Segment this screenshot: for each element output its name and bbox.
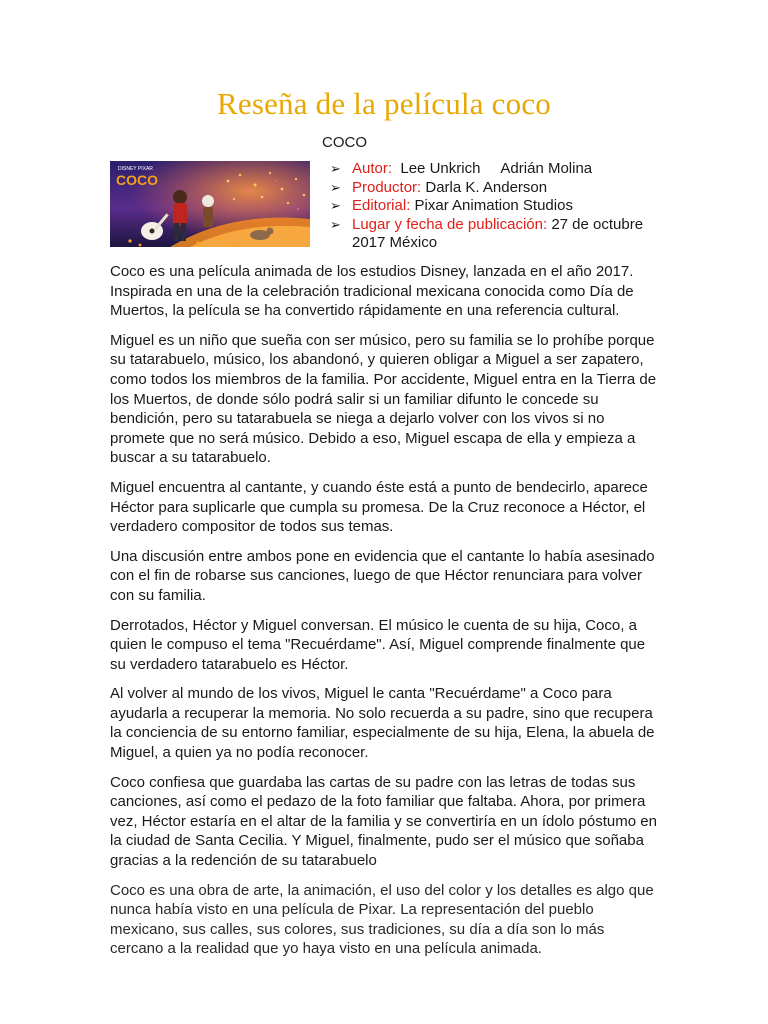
- poster-logo-text: COCO: [116, 172, 158, 188]
- info-item-place-date: [330, 216, 670, 253]
- arrow-bullet-icon: ➢: [330, 161, 341, 176]
- info-label: Lugar y fecha de publicación:: [352, 215, 548, 233]
- info-label: Productor:: [352, 178, 422, 196]
- info-item-publisher: [330, 197, 670, 216]
- info-item-author: [330, 160, 670, 179]
- paragraph: Al volver al mundo de los vivos, Miguel le canta "Recuérdame" a Coco para ayudarla a recuperar la memoria. No solo recuerda a su padre, sino que recupera la conciencia de su entorno familiar, especialmente de su hija, Elena, la abuela de Miguel, a quien ya no podía reconocer.: [110, 685, 655, 762]
- paragraph: Coco confiesa que guardaba las cartas de su padre con las letras de todas sus canciones, así como el pedazo de la foto familiar que faltaba. Ahora, por primera vez, Héctor estaría en el altar de la familia y se convertiría en un ídolo póstumo en la ciudad de Santa Cecilia. Y Miguel, finalmente, pudo ser el músico que soñaba gracias a la redención de su tatarabuelo: [110, 773, 657, 870]
- movie-poster-image: [110, 161, 310, 247]
- info-label: Editorial:: [352, 197, 411, 214]
- info-value: Lee Unkrich Adrián Molina: [400, 160, 593, 177]
- info-value: 27 de octubre 2017 México: [352, 215, 644, 251]
- arrow-bullet-icon: ➢: [330, 179, 341, 195]
- poster-studio-text: DISNEY PIXAR: [118, 166, 153, 172]
- info-label: Autor:: [352, 160, 393, 177]
- info-item-producer: [330, 179, 670, 198]
- paragraph: Una discusión entre ambos pone en evidencia que el cantante lo había asesinado con el fin de robarse sus canciones, luego de que Héctor renunciara para volver con su familia.: [110, 547, 655, 604]
- paragraph: Coco es una obra de arte, la animación, el uso del color y los detalles es algo que nunca había visto en una película de Pixar. La representación del pueblo mexicano, sus calles, sus colores, sus tradiciones, su día a día son lo más cercano a la realidad que yo haya visto en una película animada.: [110, 881, 654, 958]
- paragraph: Miguel es un niño que sueña con ser músico, pero su familia se lo prohíbe porque su tatarabuelo, músico, los abandonó, y quieren obligar a Miguel a ser zapatero, como todos los miembros de la familia. Por accidente, Miguel entra en la Tierra de los Muertos, de donde sólo podrá salir si un familiar difunto le concede su bendición, pero su tatarabuela se niega a dejarlo volver con los vivos si no promete que no será músico. Debido a eso, Miguel escapa de ella y empieza a buscar a su tatarabuelo.: [110, 331, 657, 467]
- movie-info-list: [330, 160, 670, 253]
- info-value: Darla K. Anderson: [425, 178, 548, 196]
- movie-name: COCO: [322, 134, 367, 151]
- review-body: [110, 262, 658, 969]
- info-value: Pixar Animation Studios: [414, 197, 573, 214]
- paragraph: Miguel encuentra al cantante, y cuando éste está a punto de bendecirlo, aparece Héctor para suplicarle que cumpla su promesa. De la Cruz reconoce a Héctor, el verdadero compositor de todos sus temas.: [110, 478, 648, 536]
- page-title: Reseña de la película coco: [217, 86, 551, 121]
- arrow-bullet-icon: ➢: [330, 198, 341, 213]
- paragraph: Derrotados, Héctor y Miguel conversan. El músico le cuenta de su hija, Coco, a quien le compuso el tema "Recuérdame". Así, Miguel comprende finalmente que su verdadero tatarabuelo es Héctor.: [110, 616, 646, 673]
- paragraph: Coco es una película animada de los estudios Disney, lanzada en el año 2017. Inspirada en una de la celebración tradicional mexicana conocida como Día de Muertos, la película se ha convertido rápidamente en una referencia cultural.: [110, 263, 634, 320]
- arrow-bullet-icon: ➢: [330, 216, 341, 232]
